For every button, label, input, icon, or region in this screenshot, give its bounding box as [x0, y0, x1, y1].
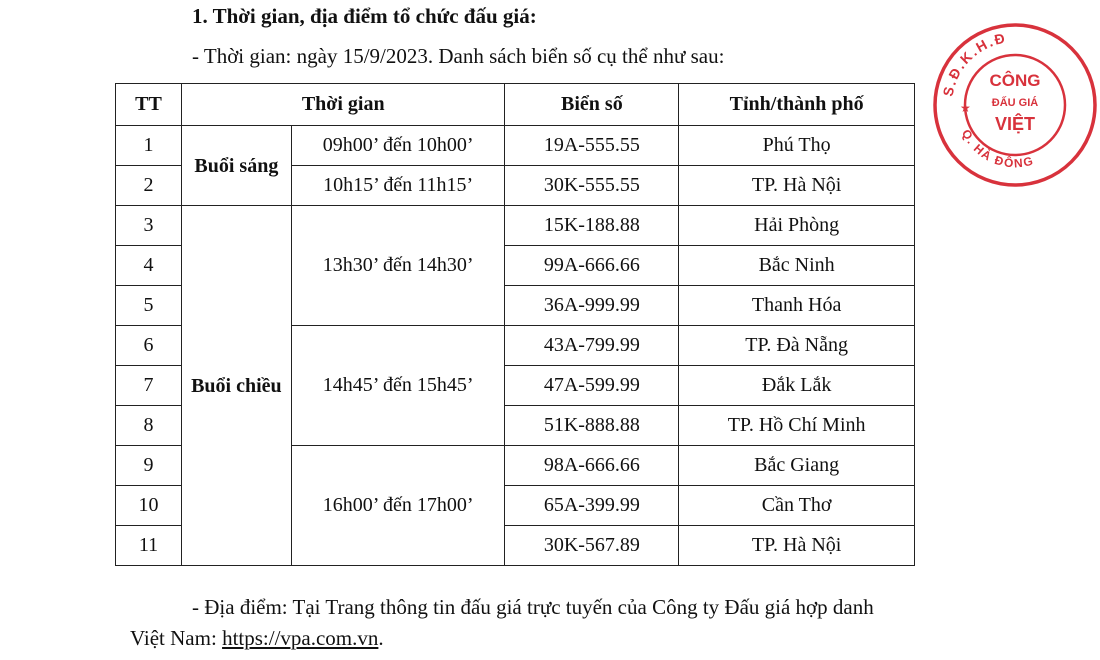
time-slot: 10h15’ đến 11h15’: [291, 166, 505, 206]
time-slot: 13h30’ đến 14h30’: [291, 206, 505, 326]
row-number: 8: [116, 406, 182, 446]
plate-number: 47A-599.99: [505, 366, 679, 406]
table-header-row: [116, 84, 915, 126]
province: TP. Đà Nẵng: [679, 326, 915, 366]
location-text: - Địa điểm: Tại Trang thông tin đấu giá trực tuyến của Công ty Đấu giá hợp danh Việt Nam:: [130, 595, 874, 650]
plate-number: 51K-888.88: [505, 406, 679, 446]
location-paragraph: [130, 592, 910, 654]
province: TP. Hồ Chí Minh: [679, 406, 915, 446]
province: Thanh Hóa: [679, 286, 915, 326]
header-tt: TT: [116, 84, 182, 126]
time-intro: - Thời gian: ngày 15/9/2023. Danh sách biển số cụ thể như sau:: [192, 44, 725, 68]
plate-number: 36A-999.99: [505, 286, 679, 326]
plate-number: 98A-666.66: [505, 446, 679, 486]
row-number: 4: [116, 246, 182, 286]
session-morning: Buổi sáng: [181, 126, 291, 206]
province: Hải Phòng: [679, 206, 915, 246]
stamp-line-2: ĐẤU GIÁ: [991, 97, 1039, 109]
plate-number: 15K-188.88: [505, 206, 679, 246]
company-seal-stamp: [930, 20, 1100, 190]
row-number: 10: [116, 486, 182, 526]
auction-table: [115, 83, 915, 566]
plate-number: 30K-567.89: [505, 526, 679, 566]
stamp-bottom-arc-text: Q. HÀ ĐÔNG: [958, 127, 1036, 171]
time-slot: 09h00’ đến 10h00’: [291, 126, 505, 166]
header-plate: Biển số: [505, 84, 679, 126]
row-number: 7: [116, 366, 182, 406]
province: TP. Hà Nội: [679, 166, 915, 206]
province: Bắc Giang: [679, 446, 915, 486]
row-number: 5: [116, 286, 182, 326]
plate-number: 30K-555.55: [505, 166, 679, 206]
table-row: [116, 126, 915, 166]
row-number: 6: [116, 326, 182, 366]
province: Phú Thọ: [679, 126, 915, 166]
plate-number: 43A-799.99: [505, 326, 679, 366]
plate-number: 99A-666.66: [505, 246, 679, 286]
province: Đắk Lắk: [679, 366, 915, 406]
stamp-star-icon: ★: [960, 101, 971, 115]
row-number: 3: [116, 206, 182, 246]
plate-number: 19A-555.55: [505, 126, 679, 166]
time-slot: 16h00’ đến 17h00’: [291, 446, 505, 566]
stamp-line-1: CÔNG: [989, 71, 1041, 90]
province: TP. Hà Nội: [679, 526, 915, 566]
header-province: Tỉnh/thành phố: [679, 84, 915, 126]
row-number: 2: [116, 166, 182, 206]
location-end: .: [378, 626, 384, 650]
stamp-line-3: VIỆT: [994, 114, 1036, 134]
row-number: 9: [116, 446, 182, 486]
website-link[interactable]: https://vpa.com.vn: [222, 626, 379, 650]
table-row: [116, 206, 915, 246]
session-afternoon: Buổi chiều: [181, 206, 291, 566]
province: Bắc Ninh: [679, 246, 915, 286]
stamp-top-arc-text: S.Đ.K.H.Đ: [939, 29, 1009, 98]
header-time: Thời gian: [181, 84, 505, 126]
row-number: 11: [116, 526, 182, 566]
time-slot: 14h45’ đến 15h45’: [291, 326, 505, 446]
section-heading: 1. Thời gian, địa điểm tổ chức đấu giá:: [192, 4, 537, 28]
row-number: 1: [116, 126, 182, 166]
province: Cần Thơ: [679, 486, 915, 526]
plate-number: 65A-399.99: [505, 486, 679, 526]
